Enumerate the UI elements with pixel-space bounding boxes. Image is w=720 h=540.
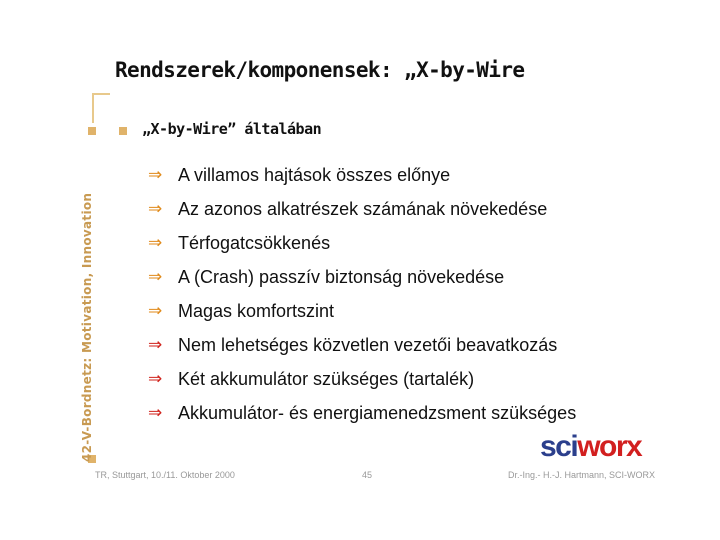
frame-corner-square-top [88, 127, 96, 135]
list-item-text: A villamos hajtások összes előnye [178, 164, 451, 185]
orange-implication-arrow-icon: ⇒ [148, 199, 163, 219]
list-item-text: Két akkumulátor szükséges (tartalék) [178, 368, 475, 389]
vertical-side-label: 42-V-Bordnetz: Motivation, Innovation [80, 192, 94, 462]
slide-title: Rendszerek/komponensek: „X-by-Wire [115, 58, 525, 82]
list-item-text: Magas komfortszint [178, 300, 335, 321]
list-item-text: Térfogatcsökkenés [178, 232, 331, 253]
orange-implication-arrow-icon: ⇒ [148, 267, 163, 287]
list-item-text: A (Crash) passzív biztonság növekedése [178, 266, 505, 287]
logo-part-worx: worx [577, 430, 642, 463]
logo-part-sci: sci [540, 430, 578, 463]
orange-implication-arrow-icon: ⇒ [148, 233, 163, 253]
list-item-text: Nem lehetséges közvetlen vezetői beavatkozás [178, 334, 558, 355]
red-implication-arrow-icon: ⇒ [148, 369, 163, 389]
orange-implication-arrow-icon: ⇒ [148, 301, 163, 321]
sciworx-logo [540, 430, 641, 464]
orange-implication-arrow-icon: ⇒ [148, 165, 163, 185]
list-item [148, 192, 576, 226]
footer-event: TR, Stuttgart, 10./11. Oktober 2000 [95, 470, 235, 480]
list-item-text: Akkumulátor- és energiamenedzsment szükséges [178, 402, 577, 423]
subheading: „X-by-Wire” általában [142, 120, 322, 138]
subheading-bullet-icon [119, 127, 127, 135]
list-item [148, 260, 576, 294]
frame-top-line [92, 93, 110, 95]
list-item [148, 294, 576, 328]
bullet-list [148, 158, 576, 430]
list-item [148, 362, 576, 396]
footer-page-number: 45 [362, 470, 373, 480]
list-item [148, 328, 576, 362]
list-item [148, 226, 576, 260]
red-implication-arrow-icon: ⇒ [148, 335, 163, 355]
list-item [148, 396, 576, 430]
frame-left-line [92, 93, 94, 123]
list-item-text: Az azonos alkatrészek számának növekedése [178, 198, 548, 219]
footer-author: Dr.-Ing.- H.-J. Hartmann, SCI-WORX [508, 470, 656, 480]
list-item [148, 158, 576, 192]
red-implication-arrow-icon: ⇒ [148, 403, 163, 423]
